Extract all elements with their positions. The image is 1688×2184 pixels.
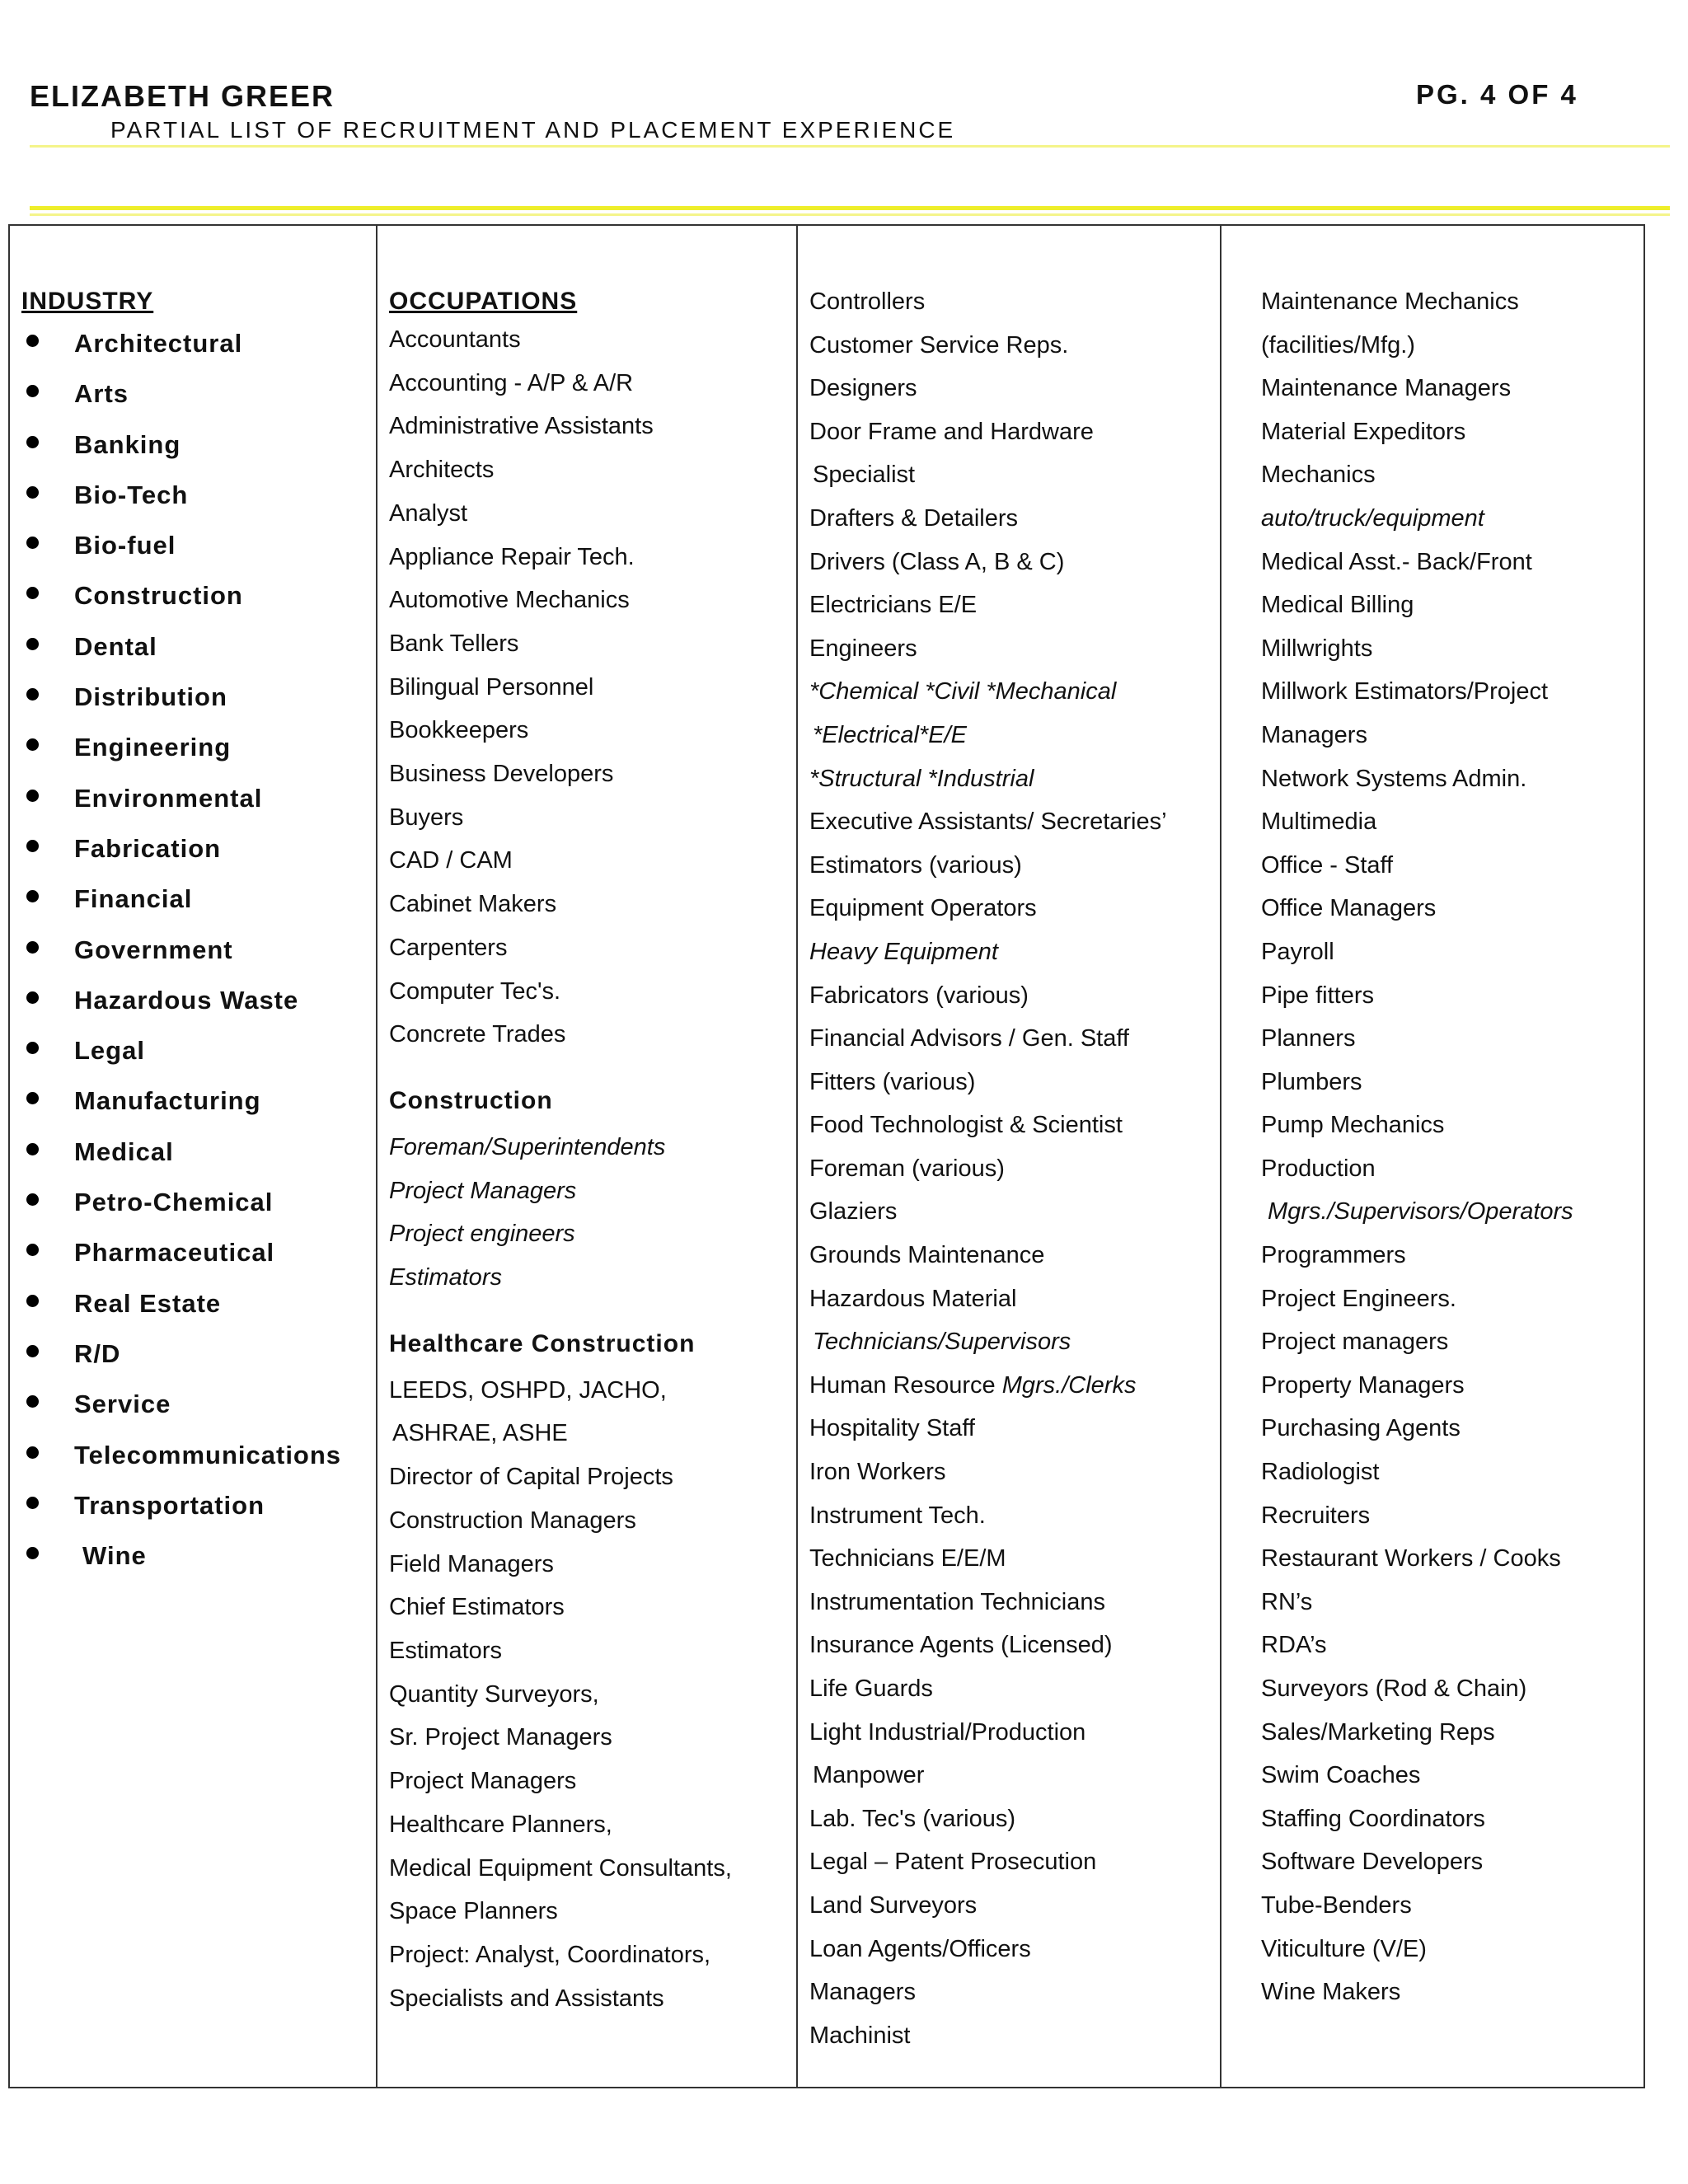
occupation-item: Architects bbox=[389, 457, 495, 484]
occupation-item: Foreman (various) bbox=[809, 1155, 1005, 1182]
occupation-item: Purchasing Agents bbox=[1261, 1415, 1461, 1442]
occupation-item: Millwork Estimators/Project bbox=[1261, 678, 1549, 705]
occupation-item: Engineers bbox=[809, 635, 917, 662]
occupation-item: Business Developers bbox=[389, 761, 614, 788]
healthcare-item: Chief Estimators bbox=[389, 1594, 565, 1621]
healthcare-item: Project Managers bbox=[389, 1768, 577, 1795]
occupation-item: Food Technologist & Scientist bbox=[809, 1112, 1123, 1139]
occupation-item: Pump Mechanics bbox=[1261, 1112, 1445, 1139]
healthcare-construction-heading: Healthcare Construction bbox=[389, 1329, 696, 1357]
occupation-item: Radiologist bbox=[1261, 1459, 1380, 1486]
healthcare-item: ASHRAE, ASHE bbox=[392, 1420, 568, 1447]
occupations-list-3 bbox=[809, 280, 1220, 2057]
industry-item: Service bbox=[21, 1379, 376, 1429]
occupation-item: Viticulture (V/E) bbox=[1261, 1935, 1427, 1962]
experience-table bbox=[8, 224, 1645, 2088]
healthcare-item: Estimators bbox=[389, 1637, 502, 1664]
healthcare-item: Sr. Project Managers bbox=[389, 1724, 612, 1751]
occupation-item: Controllers bbox=[809, 288, 926, 315]
occupation-item: Hazardous Material bbox=[809, 1285, 1017, 1312]
occupation-item: Appliance Repair Tech. bbox=[389, 543, 635, 570]
healthcare-item: LEEDS, OSHPD, JACHO, bbox=[389, 1376, 667, 1404]
occupation-item: Designers bbox=[809, 375, 917, 402]
occupation-item: Lab. Tec's (various) bbox=[809, 1805, 1015, 1832]
occupation-item: Medical Asst.- Back/Front bbox=[1261, 548, 1532, 575]
occupation-item: Staffing Coordinators bbox=[1261, 1805, 1485, 1832]
occupation-item: Accountants bbox=[389, 326, 521, 353]
occupation-item: auto/truck/equipment bbox=[1261, 504, 1484, 532]
occupation-item: Specialist bbox=[813, 462, 916, 489]
industry-item: R/D bbox=[21, 1329, 376, 1379]
occupation-item: Material Expeditors bbox=[1261, 418, 1466, 445]
industry-item: Legal bbox=[21, 1025, 376, 1076]
occupation-item: Light Industrial/Production bbox=[809, 1718, 1086, 1746]
occupations-column bbox=[376, 226, 796, 2087]
industry-item: Telecommunications bbox=[21, 1430, 376, 1480]
occupation-item: Life Guards bbox=[809, 1675, 933, 1702]
healthcare-item: Field Managers bbox=[389, 1550, 554, 1577]
occupation-item bbox=[809, 1364, 1220, 1408]
occupation-item: Drafters & Detailers bbox=[809, 504, 1019, 532]
occupation-item: *Structural *Industrial bbox=[809, 765, 1034, 792]
occupation-item: Drivers (Class A, B & C) bbox=[809, 548, 1065, 575]
occupation-item: Pipe fitters bbox=[1261, 982, 1374, 1009]
healthcare-item: Project: Analyst, Coordinators, bbox=[389, 1941, 711, 1968]
industry-list bbox=[21, 318, 376, 1581]
occupation-item: Carpenters bbox=[389, 934, 508, 961]
occupation-item: Surveyors (Rod & Chain) bbox=[1261, 1675, 1527, 1702]
occupation-item: Tube-Benders bbox=[1261, 1891, 1412, 1919]
occupation-item: Restaurant Workers / Cooks bbox=[1261, 1545, 1561, 1572]
occupation-item: Door Frame and Hardware bbox=[809, 418, 1094, 445]
occupation-item: Loan Agents/Officers bbox=[809, 1935, 1031, 1962]
occupation-item: RN’s bbox=[1261, 1588, 1313, 1615]
construction-item: Foreman/Superintendents bbox=[389, 1133, 666, 1160]
healthcare-item: Specialists and Assistants bbox=[389, 1985, 664, 2012]
occupations-general-list bbox=[389, 318, 796, 1057]
occupation-item: Buyers bbox=[389, 804, 464, 831]
occupation-item: Network Systems Admin. bbox=[1261, 765, 1527, 792]
occupation-item: Swim Coaches bbox=[1261, 1762, 1421, 1789]
healthcare-item: Healthcare Planners, bbox=[389, 1811, 612, 1838]
occupations-column-4 bbox=[1220, 226, 1643, 2087]
industry-item: Real Estate bbox=[21, 1278, 376, 1329]
page-number: PG. 4 OF 4 bbox=[1416, 79, 1578, 110]
occupation-item: Cabinet Makers bbox=[389, 891, 557, 918]
header-rule bbox=[30, 145, 1670, 148]
occupation-item: Glaziers bbox=[809, 1198, 898, 1226]
occupation-item: Bilingual Personnel bbox=[389, 673, 594, 701]
occupation-item: Software Developers bbox=[1261, 1849, 1484, 1876]
occupation-item: Administrative Assistants bbox=[389, 413, 654, 440]
occupation-item: Bank Tellers bbox=[389, 630, 519, 657]
occupation-item: Programmers bbox=[1261, 1242, 1406, 1269]
document-subtitle: PARTIAL LIST OF RECRUITMENT AND PLACEMENT EXPERIENCE bbox=[110, 117, 956, 143]
industry-heading: INDUSTRY bbox=[21, 288, 154, 315]
occupation-item: Production bbox=[1261, 1155, 1376, 1182]
occupation-item: Maintenance Mechanics bbox=[1261, 288, 1519, 315]
occupation-item: Wine Makers bbox=[1261, 1979, 1401, 2006]
industry-item: Pharmaceutical bbox=[21, 1227, 376, 1277]
occupation-item: Iron Workers bbox=[809, 1459, 946, 1486]
industry-item: Hazardous Waste bbox=[21, 975, 376, 1025]
occupation-item: Hospitality Staff bbox=[809, 1415, 975, 1442]
occupation-item: Heavy Equipment bbox=[809, 938, 998, 965]
industry-item: Distribution bbox=[21, 672, 376, 722]
occupation-item: (facilities/Mfg.) bbox=[1261, 331, 1415, 359]
industry-column bbox=[10, 226, 376, 2087]
healthcare-item: Space Planners bbox=[389, 1898, 558, 1925]
occupation-item: Analyst bbox=[389, 499, 468, 527]
industry-item: Wine bbox=[21, 1530, 376, 1581]
industry-item: Fabrication bbox=[21, 823, 376, 874]
occupation-item: Planners bbox=[1261, 1025, 1356, 1052]
occupation-item: Recruiters bbox=[1261, 1502, 1371, 1529]
occupation-item: Land Surveyors bbox=[809, 1891, 978, 1919]
occupation-item: *Electrical*E/E bbox=[813, 721, 967, 748]
header-double-rule-thin bbox=[30, 213, 1670, 216]
industry-item: Medical bbox=[21, 1127, 376, 1177]
occupation-item: Machinist bbox=[809, 2022, 911, 2049]
occupation-item: Fitters (various) bbox=[809, 1068, 976, 1095]
occupation-item: Equipment Operators bbox=[809, 895, 1037, 922]
occupation-item: Manpower bbox=[813, 1762, 925, 1789]
occupation-item: Electricians E/E bbox=[809, 592, 978, 619]
occupation-item: Sales/Marketing Reps bbox=[1261, 1718, 1495, 1746]
occupation-label: Human Resource bbox=[809, 1371, 996, 1399]
industry-item: Transportation bbox=[21, 1480, 376, 1530]
occupation-item: Legal – Patent Prosecution bbox=[809, 1849, 1097, 1876]
occupation-item: *Chemical *Civil *Mechanical bbox=[809, 678, 1117, 705]
occupation-item: Office - Staff bbox=[1261, 851, 1394, 879]
healthcare-construction-list bbox=[389, 1369, 796, 2021]
occupation-item: Instrument Tech. bbox=[809, 1502, 986, 1529]
industry-item: Manufacturing bbox=[21, 1076, 376, 1126]
occupations-heading: OCCUPATIONS bbox=[389, 288, 578, 315]
occupation-item: Financial Advisors / Gen. Staff bbox=[809, 1025, 1129, 1052]
occupation-item: Payroll bbox=[1261, 938, 1334, 965]
construction-item: Estimators bbox=[389, 1264, 502, 1291]
occupation-item: Project Engineers. bbox=[1261, 1285, 1456, 1312]
industry-item: Dental bbox=[21, 621, 376, 672]
occupation-item: Estimators (various) bbox=[809, 851, 1022, 879]
occupation-item: Managers bbox=[1261, 721, 1367, 748]
industry-item: Petro-Chemical bbox=[21, 1177, 376, 1227]
occupation-item: RDA’s bbox=[1261, 1632, 1327, 1659]
occupation-item: Customer Service Reps. bbox=[809, 331, 1069, 359]
industry-item: Environmental bbox=[21, 773, 376, 823]
occupations-list-4 bbox=[1261, 280, 1643, 2014]
occupation-item: Office Managers bbox=[1261, 895, 1437, 922]
occupation-item: Computer Tec's. bbox=[389, 977, 561, 1005]
industry-item: Banking bbox=[21, 419, 376, 470]
occupation-item: Concrete Trades bbox=[389, 1021, 566, 1048]
industry-item: Government bbox=[21, 925, 376, 975]
occupation-item: Accounting - A/P & A/R bbox=[389, 369, 634, 396]
occupation-item: Managers bbox=[809, 1979, 916, 2006]
industry-item: Architectural bbox=[21, 318, 376, 368]
construction-list bbox=[389, 1126, 796, 1300]
healthcare-item: Quantity Surveyors, bbox=[389, 1680, 599, 1708]
occupation-item: Technicians/Supervisors bbox=[813, 1329, 1071, 1356]
healthcare-item: Director of Capital Projects bbox=[389, 1464, 673, 1491]
occupation-item: Medical Billing bbox=[1261, 592, 1414, 619]
occupation-item: Instrumentation Technicians bbox=[809, 1588, 1105, 1615]
occupation-item: Fabricators (various) bbox=[809, 982, 1029, 1009]
construction-item: Project engineers bbox=[389, 1221, 575, 1248]
occupations-column-3 bbox=[796, 226, 1220, 2087]
occupation-item: Insurance Agents (Licensed) bbox=[809, 1632, 1113, 1659]
construction-heading: Construction bbox=[389, 1086, 553, 1114]
occupation-item: Mechanics bbox=[1261, 462, 1376, 489]
occupation-item: Project managers bbox=[1261, 1329, 1449, 1356]
industry-item: Bio-fuel bbox=[21, 520, 376, 570]
occupation-item: Mgrs./Supervisors/Operators bbox=[1268, 1198, 1573, 1226]
header-double-rule bbox=[30, 206, 1670, 210]
occupation-item: Executive Assistants/ Secretaries’ bbox=[809, 808, 1167, 836]
occupation-item: Bookkeepers bbox=[389, 717, 529, 744]
occupation-item: Multimedia bbox=[1261, 808, 1377, 836]
occupation-item: Property Managers bbox=[1261, 1371, 1465, 1399]
industry-item: Construction bbox=[21, 570, 376, 621]
occupation-item: Maintenance Managers bbox=[1261, 375, 1512, 402]
occupation-item: Automotive Mechanics bbox=[389, 587, 630, 614]
industry-item: Bio-Tech bbox=[21, 470, 376, 520]
industry-item: Arts bbox=[21, 368, 376, 419]
occupation-qualifier: Mgrs./Clerks bbox=[1001, 1371, 1137, 1399]
healthcare-item: Medical Equipment Consultants, bbox=[389, 1854, 732, 1882]
occupation-item: CAD / CAM bbox=[389, 847, 513, 874]
occupation-item: Millwrights bbox=[1261, 635, 1373, 662]
occupation-item: Plumbers bbox=[1261, 1068, 1362, 1095]
occupation-item: Grounds Maintenance bbox=[809, 1242, 1045, 1269]
candidate-name: ELIZABETH GREER bbox=[30, 79, 335, 113]
occupation-item: Technicians E/E/M bbox=[809, 1545, 1006, 1572]
industry-item: Engineering bbox=[21, 722, 376, 772]
healthcare-item: Construction Managers bbox=[389, 1507, 636, 1534]
industry-item: Financial bbox=[21, 874, 376, 924]
construction-item: Project Managers bbox=[389, 1177, 577, 1204]
